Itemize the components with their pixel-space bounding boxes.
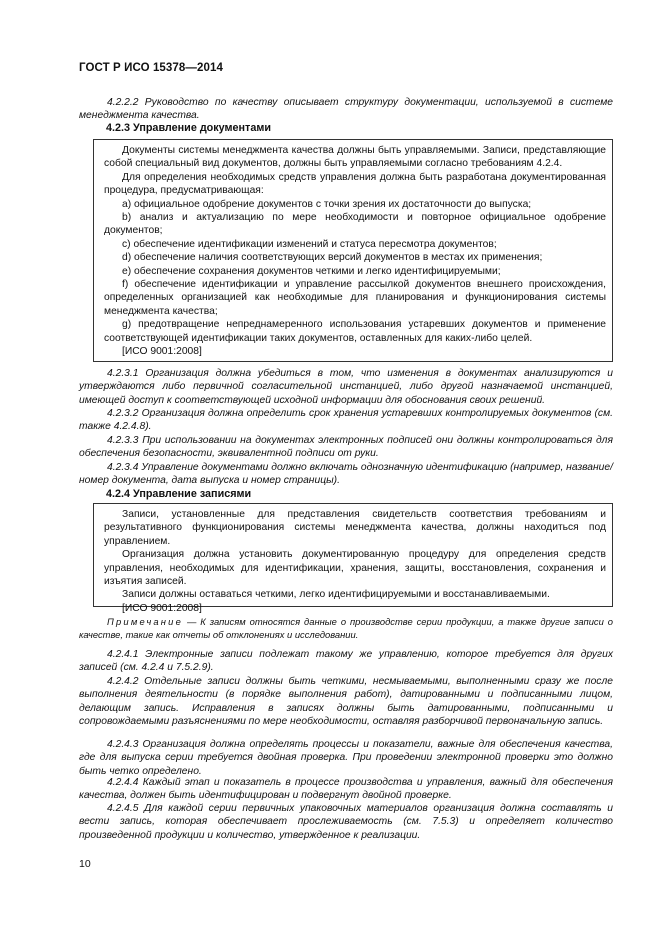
clause-4-2-3-3: 4.2.3.3 При использовании на документах электронных подписей они должны контролироваться для обеспечения безопасности, эквивалентной подписи от руки.	[79, 435, 613, 460]
clause-4-2-3-4: 4.2.3.4 Управление документами должно включать однозначную идентификацию (например, название/номер документа, дата выпуска и номер страницы).	[79, 462, 613, 487]
note-records	[79, 616, 613, 641]
iso-quote-box-records	[93, 503, 613, 614]
clause-4-2-3-1: 4.2.3.1 Организация должна убедиться в том, что изменения в документах анализируются и утверждаются либо первичной согласительной инстанцией, либо другой назначаемой инстанцией, имеющей доступ к соответствующей исходной информации для обоснования своих решений.	[79, 368, 613, 406]
box1-item-e: e) обеспечение сохранения документов четкими и легко идентифицируемыми;	[122, 265, 501, 277]
box2-line-2: Организация должна установить документированную процедуру для определения средств управления, необходимых для идентификации, хранения, защиты, восстановления, сохранения и изъятия записей.	[104, 549, 606, 588]
note-text: — К записям относятся данные о производстве серии продукции, а также другие записи о качестве, такие как отчеты об отклонениях и исследовании.	[79, 616, 613, 640]
box1-source: [ИСО 9001:2008]	[122, 346, 202, 358]
clause-4-2-4-3: 4.2.4.3 Организация должна определять процессы и показатели, важные для обеспечения качества, где для выпуска серии требуется двойная проверка. При проведении электронной проверки это должно быть четко определено.	[79, 739, 613, 777]
box1-line-1: Документы системы менеджмента качества должны быть управляемыми. Записи, представляющие собой специальный вид документов, должны быть управляемыми согласно требованиям 4.2.4.	[104, 145, 606, 170]
box1-item-f: f) обеспечение идентификации и управление рассылкой документов внешнего происхождения, определенных организацией как необходимые для планирования и функционирования системы менеджмента качества;	[104, 279, 606, 317]
clause-4-2-4-5: 4.2.4.5 Для каждой серии первичных упаковочных материалов организация должна составлять и вести запись, которая обеспечивает прослеживаемость (см. 7.5.3) и определяет количество произведенной продукции и количество, утвержденное к реализации.	[79, 803, 613, 841]
clause-4-2-4-2: 4.2.4.2 Отдельные записи должны быть четкими, несмываемыми, выполненными сразу же после выполнения деятельности (в порядке выполнения работ), датированными и подписанными лицом, делающим запись. Исправления в записях должны быть датированными, подписанными и сопровождаемыми разъяснениями по мере необходимости, оставляя разборчивой первоначальную запись.	[79, 676, 613, 728]
box2-line-3: Записи должны оставаться четкими, легко идентифицируемыми и восстанавливаемыми.	[122, 589, 550, 601]
box1-item-a: a) официальное одобрение документов с точки зрения их достаточности до выпуска;	[122, 198, 532, 210]
box1-item-b: b) анализ и актуализацию по мере необходимости и повторное официальное одобрение документов;	[104, 212, 606, 237]
section-heading-4-2-4: 4.2.4 Управление записями	[106, 488, 252, 500]
clause-4-2-4-1: 4.2.4.1 Электронные записи подлежат такому же управлению, которое требуется для других записей (см. 4.2.4 и 7.5.2.9).	[79, 649, 613, 674]
note-label: Примечание	[107, 616, 183, 627]
clause-4-2-2-2: 4.2.2.2 Руководство по качеству описывает структуру документации, используемой в системе менеджмента качества.	[79, 97, 613, 122]
box1-item-d: d) обеспечение наличия соответствующих версий документов в местах их применения;	[122, 252, 543, 264]
box1-line-2: Для определения необходимых средств управления должна быть разработана документированная процедура, предусматривающая:	[104, 171, 606, 197]
box2-line-1: Записи, установленные для представления свидетельств соответствия требованиям и результативного функционирования системы менеджмента качества, должны находиться под управлением.	[104, 509, 606, 547]
clause-4-2-3-2: 4.2.3.2 Организация должна определить срок хранения устаревших контролируемых документов (см. также 4.2.4.8).	[79, 408, 613, 433]
section-heading-4-2-3: 4.2.3 Управление документами	[106, 122, 271, 134]
box2-source: [ИСО 9001:2008]	[122, 602, 202, 614]
clause-4-2-4-4: 4.2.4.4 Каждый этап и показатель в процессе производства и управления, важный для обеспечения качества, должен быть идентифицирован и подвергнут двойной проверке.	[79, 777, 613, 802]
box1-item-g: g) предотвращение непреднамеренного использования устаревших документов и применение соответствующей идентификации таких документов, оставленных для каких-либо целей.	[104, 319, 606, 344]
document-header: ГОСТ Р ИСО 15378—2014	[79, 62, 224, 74]
iso-quote-box-documents	[93, 139, 613, 362]
box1-item-c: c) обеспечение идентификации изменений и статуса пересмотра документов;	[122, 238, 497, 250]
page-number: 10	[79, 858, 91, 870]
